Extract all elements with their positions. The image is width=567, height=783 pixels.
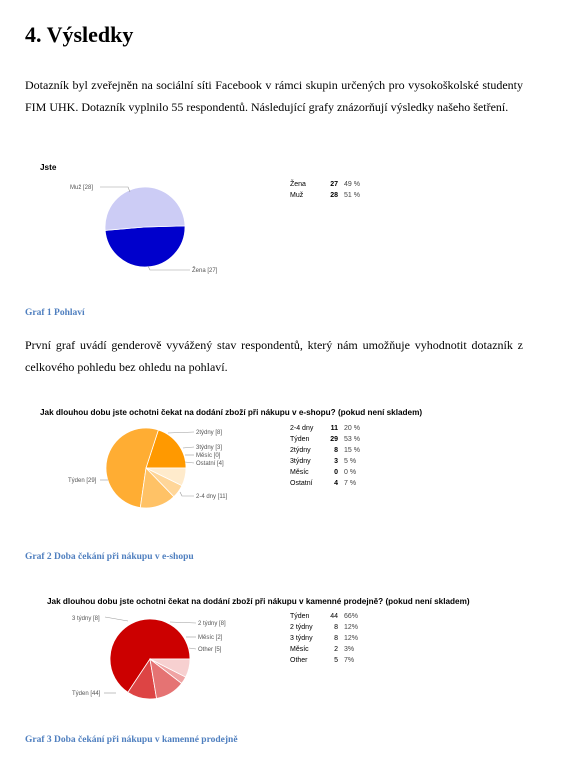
chart-2-leader-line	[185, 462, 194, 463]
chart-3-row-label: Měsíc	[290, 646, 309, 653]
chart-1-row-label: Muž	[290, 192, 304, 199]
chart-3-slice-label-other: Other [5]	[198, 647, 222, 653]
chart-1-slice-mu	[105, 187, 185, 230]
table-row	[290, 655, 358, 666]
chart-2-slice-label-3t-dny: 3týdny [3]	[196, 445, 223, 451]
chart-3-row-count: 8	[334, 624, 338, 631]
table-row	[290, 445, 360, 456]
chart-2-row-count: 29	[330, 436, 338, 443]
chart-2-row-percent: 53 %	[344, 436, 360, 443]
table-row	[290, 633, 358, 644]
chart-3-slice-other	[150, 659, 190, 677]
chart-3-slice-label-t-den: Týden [44]	[72, 691, 101, 697]
table-row	[290, 179, 360, 190]
chart-1-leader-line	[100, 187, 130, 192]
chart-2-row-count: 4	[334, 480, 338, 487]
chart-3-row-label: 2 týdny	[290, 624, 313, 631]
chart-3-slice-2-t-dny	[128, 659, 157, 699]
chart-2-slice-label-ostatn: Ostatní [4]	[196, 461, 224, 467]
table-row	[290, 190, 360, 201]
chart-3-slice-3-t-dny	[150, 659, 182, 698]
chart-1-slice-label-ena: Žena [27]	[192, 268, 218, 274]
section-heading: 4. Výsledky	[25, 22, 134, 47]
chart-2-row-percent: 15 %	[344, 447, 360, 454]
chart-2-slice-label-m-s-c: Měsíc [0]	[196, 453, 221, 459]
chart-1-pie	[0, 0, 567, 300]
chart-3-row-count: 2	[334, 646, 338, 653]
chart-2-table	[290, 423, 360, 489]
chart-2-row-percent: 5 %	[344, 458, 357, 465]
chart-2-leader-line	[168, 432, 194, 433]
chart-3-leader-line	[105, 617, 128, 621]
chart-3-row-percent: 3%	[344, 646, 355, 653]
chart-3-slice-label-3-t-dny: 3 týdny [8]	[72, 616, 100, 622]
chart-3-slice-m-s-c	[150, 659, 186, 683]
chart-3-row-label: Other	[290, 657, 308, 664]
chart-2-row-count: 0	[334, 469, 338, 476]
chart-2-row-percent: 0 %	[344, 469, 357, 476]
chart-2-slice-t-den	[106, 428, 158, 508]
table-row	[290, 622, 358, 633]
chart-2-leader-line	[180, 492, 194, 496]
table-row	[290, 423, 360, 434]
caption-graf-3: Graf 3 Doba čekání při nákupu v kamenné prodejně	[25, 735, 238, 745]
chart-2-row-percent: 20 %	[344, 425, 360, 432]
intro-paragraph: Dotazník byl zveřejněn na sociální síti Facebook v rámci skupin určených pro vysokoškolské studenty FIM UHK. Dotazník vyplnilo 55 respondentů. Následující grafy znázorňují výsledky našeho šetření.	[25, 78, 523, 114]
chart-2-slice-2-4-dny	[146, 430, 186, 468]
chart-1-slice-ena	[105, 226, 185, 267]
chart-2-row-count: 11	[330, 425, 338, 432]
chart-2-row-label: 2týdny	[290, 447, 311, 454]
table-row	[290, 644, 358, 655]
chart-1-row-count: 27	[330, 181, 338, 188]
chart-3-row-label: Týden	[290, 613, 310, 620]
chart-2-row-count: 3	[334, 458, 338, 465]
chart-3-row-percent: 66%	[344, 613, 359, 620]
chart-1-row-label: Žena	[290, 181, 306, 188]
chart-2-slice-2t-dny	[140, 468, 174, 508]
chart-3-slice-label-m-s-c: Měsíc [2]	[198, 635, 223, 641]
chart-2-slice-label-t-den: Týden [29]	[68, 478, 97, 484]
chart-3-row-count: 44	[330, 613, 338, 620]
chart-1-row-count: 28	[330, 192, 338, 199]
chart-2-slice-label-2-4-dny: 2-4 dny [11]	[196, 494, 228, 500]
chart-3-row-count: 5	[334, 657, 338, 664]
chart-2-slice-3t-dny	[146, 468, 182, 497]
table-row	[290, 456, 360, 467]
chart-2-row-label: 2-4 dny	[290, 425, 314, 432]
table-row	[290, 611, 358, 622]
chart-2-row-count: 8	[334, 447, 338, 454]
table-row	[290, 467, 360, 478]
chart-2-row-percent: 7 %	[344, 480, 357, 487]
chart-3-slice-label-2-t-dny: 2 týdny [8]	[198, 621, 226, 627]
chart-3-row-label: 3 týdny	[290, 635, 313, 642]
chart-3-table	[290, 611, 358, 666]
chart-2-slice-label-2t-dny: 2týdny [8]	[196, 430, 223, 436]
chart-3-row-percent: 12%	[344, 635, 359, 642]
chart-3-row-percent: 12%	[344, 624, 359, 631]
chart-3-slice-t-den	[110, 619, 190, 692]
chart-2-leader-line	[183, 447, 194, 448]
caption-graf-1: Graf 1 Pohlaví	[25, 308, 85, 318]
chart-1-title: Jste	[40, 163, 57, 172]
chart-1-table	[290, 179, 360, 201]
chart-1-row-percent: 51 %	[344, 192, 360, 199]
table-row	[290, 478, 360, 489]
chart-1-row-percent: 49 %	[344, 181, 360, 188]
chart-1-leader-line	[148, 266, 190, 270]
chart-2-row-label: 3týdny	[290, 458, 311, 465]
chart-2-row-label: Týden	[290, 436, 310, 443]
chart-1-slice-label-mu: Muž [28]	[70, 185, 94, 191]
chart-3-title: Jak dlouhou dobu jste ochotni čekat na dodání zboží při nákupu v kamenné prodejně? (pokud není skladem)	[47, 597, 470, 606]
chart-3-leader-line	[170, 622, 196, 623]
chart-3-leader-line	[189, 648, 196, 649]
chart-3-row-percent: 7%	[344, 657, 355, 664]
chart-2-title: Jak dlouhou dobu jste ochotni čekat na dodání zboží při nákupu v e-shopu? (pokud není skladem)	[40, 408, 423, 417]
chart-3-row-count: 8	[334, 635, 338, 642]
paragraph-2: První graf uvádí genderově vyvážený stav respondentů, který nám umožňuje vyhodnotit dotazník z celkového pohledu bez ohledu na pohlaví.	[25, 338, 523, 374]
table-row	[290, 434, 360, 445]
chart-2-slice-ostatn	[146, 468, 186, 486]
chart-2-row-label: Ostatní	[290, 480, 313, 487]
caption-graf-2: Graf 2 Doba čekání při nákupu v e-shopu	[25, 552, 194, 562]
chart-2-row-label: Měsíc	[290, 469, 309, 476]
